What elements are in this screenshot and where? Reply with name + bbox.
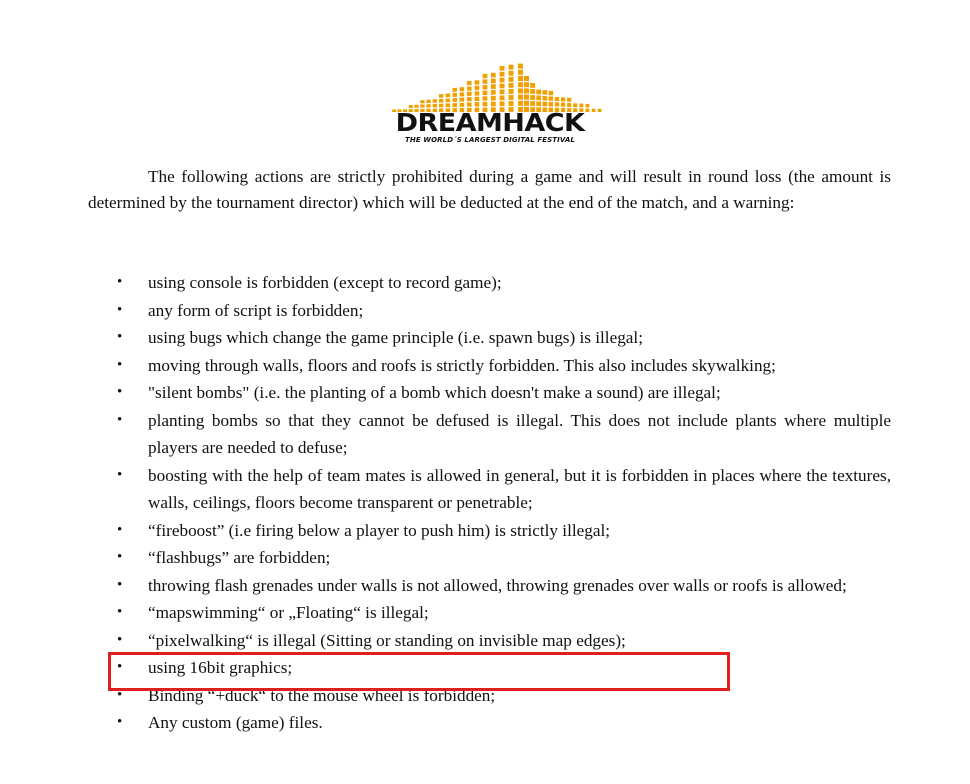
logo-grid-cell bbox=[579, 104, 583, 108]
logo-grid-cell bbox=[509, 65, 514, 70]
logo-grid-cell bbox=[483, 85, 488, 89]
logo-grid-cell bbox=[509, 83, 514, 88]
logo-grid-cell bbox=[549, 96, 554, 100]
rule-text: "silent bombs" (i.e. the planting of a bomb which doesn't make a sound) are illegal; bbox=[148, 383, 721, 402]
rule-text: boosting with the help of team mates is allowed in general, but it is forbidden in places where the textures, walls, ceilings, floors become transparent or penetrable; bbox=[148, 465, 891, 512]
logo-grid-cell bbox=[460, 98, 465, 102]
logo-grid-cell bbox=[491, 90, 496, 95]
logo-grid-cell bbox=[524, 88, 529, 93]
logo-grid-cell bbox=[439, 104, 443, 108]
rule-text: “pixelwalking“ is illegal (Sitting or standing on invisible map edges); bbox=[148, 630, 626, 650]
bullet-icon: • bbox=[117, 329, 123, 345]
logo-grid-cell bbox=[467, 87, 472, 91]
logo-grid-cell bbox=[509, 77, 514, 82]
logo-grid-cell bbox=[555, 97, 559, 101]
rule-item bbox=[88, 654, 891, 682]
logo-grid-cell bbox=[433, 99, 437, 102]
rule-item bbox=[88, 572, 891, 600]
logo-grid-cell bbox=[530, 101, 535, 106]
rule-text: “fireboost” (i.e firing below a player to push him) is strictly illegal; bbox=[148, 520, 611, 540]
rule-item bbox=[88, 517, 891, 545]
logo-grid-cell bbox=[500, 96, 505, 101]
logo-grid-cell bbox=[483, 74, 488, 78]
logo-grid-cell bbox=[453, 98, 458, 102]
rule-text: Binding “+duck“ to the mouse wheel is forbidden; bbox=[148, 685, 496, 705]
logo-grid-cell bbox=[530, 95, 535, 100]
rule-item bbox=[88, 544, 891, 572]
rule-item bbox=[88, 709, 891, 737]
bullet-icon: • bbox=[117, 411, 123, 428]
logo-grid-cell bbox=[460, 103, 465, 107]
logo-grid-cell bbox=[491, 96, 496, 101]
logo-grid-cell bbox=[586, 104, 590, 108]
rule-text: “flashbugs” are forbidden; bbox=[148, 548, 331, 567]
rule-item bbox=[88, 682, 891, 710]
logo-grid-cell bbox=[549, 91, 554, 95]
logo-grid-cell bbox=[555, 102, 559, 106]
rule-item bbox=[88, 324, 891, 352]
bullet-icon: • bbox=[117, 466, 123, 483]
rule-text: planting bombs so that they cannot be defused is illegal. This does not include plants where multiple players are needed to defuse; bbox=[148, 410, 891, 457]
logo-grid-cell bbox=[518, 95, 523, 100]
logo-grid-cell bbox=[536, 96, 541, 101]
logo-tagline: THE WORLD´S LARGEST DIGITAL FESTIVAL bbox=[405, 136, 575, 144]
logo-grid-cell bbox=[483, 102, 488, 106]
rule-text: moving through walls, floors and roofs is strictly forbidden. This also includes skywalking; bbox=[148, 355, 776, 375]
logo-grid-cell bbox=[524, 82, 529, 87]
logo-grid-cell bbox=[518, 88, 523, 93]
logo-grid-cell bbox=[483, 91, 488, 95]
bullet-icon: • bbox=[117, 356, 123, 373]
rule-item bbox=[88, 627, 891, 655]
bullet-icon: • bbox=[117, 659, 123, 675]
logo-grid-cell bbox=[491, 79, 496, 84]
logo-grid-cell bbox=[446, 99, 451, 103]
logo-grid-cell bbox=[518, 101, 523, 106]
logo-grid-cell bbox=[420, 100, 424, 103]
logo-grid-cell bbox=[518, 64, 523, 69]
logo-grid-cell bbox=[509, 101, 514, 106]
logo-grid-cell bbox=[491, 84, 496, 89]
rule-text: using 16bit graphics; bbox=[148, 658, 293, 677]
bullet-icon: • bbox=[117, 521, 123, 538]
bullet-icon: • bbox=[117, 686, 123, 703]
logo-grid-cell bbox=[500, 66, 505, 71]
logo-grid-cell bbox=[567, 103, 571, 107]
logo-grid-cell bbox=[467, 81, 472, 85]
logo-grid-cell bbox=[500, 78, 505, 83]
rule-item bbox=[88, 407, 891, 462]
rule-text: any form of script is forbidden; bbox=[148, 300, 364, 320]
intro-paragraph: The following actions are strictly prohibited during a game and will result in round loss (the amount is determined by the tournament director) which will be deducted at the end of the match, and a warning: bbox=[88, 167, 891, 212]
logo-grid-cell bbox=[543, 90, 548, 95]
logo-grid-cell bbox=[446, 94, 451, 98]
logo-grid-cell bbox=[524, 76, 529, 81]
logo-grid-cell bbox=[536, 90, 541, 95]
logo-grid-cell bbox=[509, 89, 514, 94]
rule-text: using console is forbidden (except to record game); bbox=[148, 273, 502, 292]
logo-wordmark: DREAMHACK bbox=[395, 108, 585, 137]
bullet-icon: • bbox=[117, 274, 123, 290]
bullet-icon: • bbox=[117, 576, 123, 593]
logo-grid-cell bbox=[536, 101, 541, 106]
logo-grid-cell bbox=[439, 94, 443, 98]
logo-grid-cell bbox=[530, 89, 535, 94]
logo-grid-cell bbox=[518, 76, 523, 81]
logo-grid-cell bbox=[524, 101, 529, 106]
rule-text: throwing flash grenades under walls is not allowed, throwing grenades over walls or roofs is allowed; bbox=[148, 575, 847, 595]
bullet-icon: • bbox=[117, 714, 123, 730]
logo-grid-cell bbox=[530, 83, 535, 88]
logo-grid-cell bbox=[453, 103, 458, 107]
logo-grid-mark bbox=[372, 56, 608, 116]
logo-grid-cell bbox=[524, 95, 529, 100]
bullet-icon: • bbox=[117, 301, 123, 318]
logo-grid-cell bbox=[518, 70, 523, 75]
rule-text: Any custom (game) files. bbox=[148, 713, 323, 732]
logo-grid-cell bbox=[500, 90, 505, 95]
logo-grid-cell bbox=[543, 102, 548, 107]
logo-grid-cell bbox=[543, 96, 548, 101]
logo-grid-cell bbox=[453, 93, 458, 97]
logo-grid-cell bbox=[491, 102, 496, 107]
dreamhack-logo bbox=[372, 56, 608, 148]
bullet-icon: • bbox=[117, 384, 123, 400]
logo-grid-cell bbox=[467, 92, 472, 96]
logo-grid-cell bbox=[561, 103, 565, 107]
logo-grid-cell bbox=[567, 98, 571, 102]
logo-grid-cell bbox=[509, 95, 514, 100]
logo-grid-cell bbox=[491, 73, 496, 78]
rules-list bbox=[88, 269, 891, 737]
logo-grid-cell bbox=[453, 88, 458, 92]
logo-grid-cell bbox=[467, 103, 472, 107]
rule-item bbox=[88, 269, 891, 297]
logo-grid-cell bbox=[433, 104, 437, 107]
logo-grid-cell bbox=[549, 102, 554, 106]
logo-grid-cell bbox=[573, 103, 577, 107]
logo-grid-cell bbox=[475, 97, 480, 101]
logo-grid-cell bbox=[439, 99, 443, 103]
logo-grid-cell bbox=[475, 102, 480, 106]
rule-item bbox=[88, 297, 891, 325]
logo-grid-cell bbox=[483, 96, 488, 100]
logo-grid-cell bbox=[460, 87, 465, 91]
rule-text: using bugs which change the game principle (i.e. spawn bugs) is illegal; bbox=[148, 328, 643, 347]
rule-item bbox=[88, 599, 891, 627]
rule-text: “mapswimming“ or „Floating“ is illegal; bbox=[148, 603, 429, 622]
logo-grid-cell bbox=[475, 91, 480, 95]
bullet-icon: • bbox=[117, 604, 123, 620]
bullet-icon: • bbox=[117, 631, 123, 648]
logo-grid-cell bbox=[500, 101, 505, 106]
logo-grid-cell bbox=[561, 97, 565, 101]
logo-grid-cell bbox=[475, 80, 480, 84]
rule-item bbox=[88, 379, 891, 407]
logo-grid-cell bbox=[467, 97, 472, 101]
bullet-icon: • bbox=[117, 549, 123, 565]
logo-grid-cell bbox=[483, 79, 488, 83]
logo-grid-cell bbox=[509, 71, 514, 76]
logo-grid-cell bbox=[446, 103, 451, 107]
rule-item bbox=[88, 352, 891, 380]
logo-grid-cell bbox=[500, 72, 505, 77]
logo-grid-cell bbox=[518, 82, 523, 87]
logo-grid-cell bbox=[426, 104, 430, 107]
rule-item bbox=[88, 462, 891, 517]
logo-grid-cell bbox=[426, 100, 430, 103]
logo-grid-cell bbox=[500, 84, 505, 89]
logo-grid-cell bbox=[475, 86, 480, 90]
logo-grid-cell bbox=[460, 92, 465, 96]
